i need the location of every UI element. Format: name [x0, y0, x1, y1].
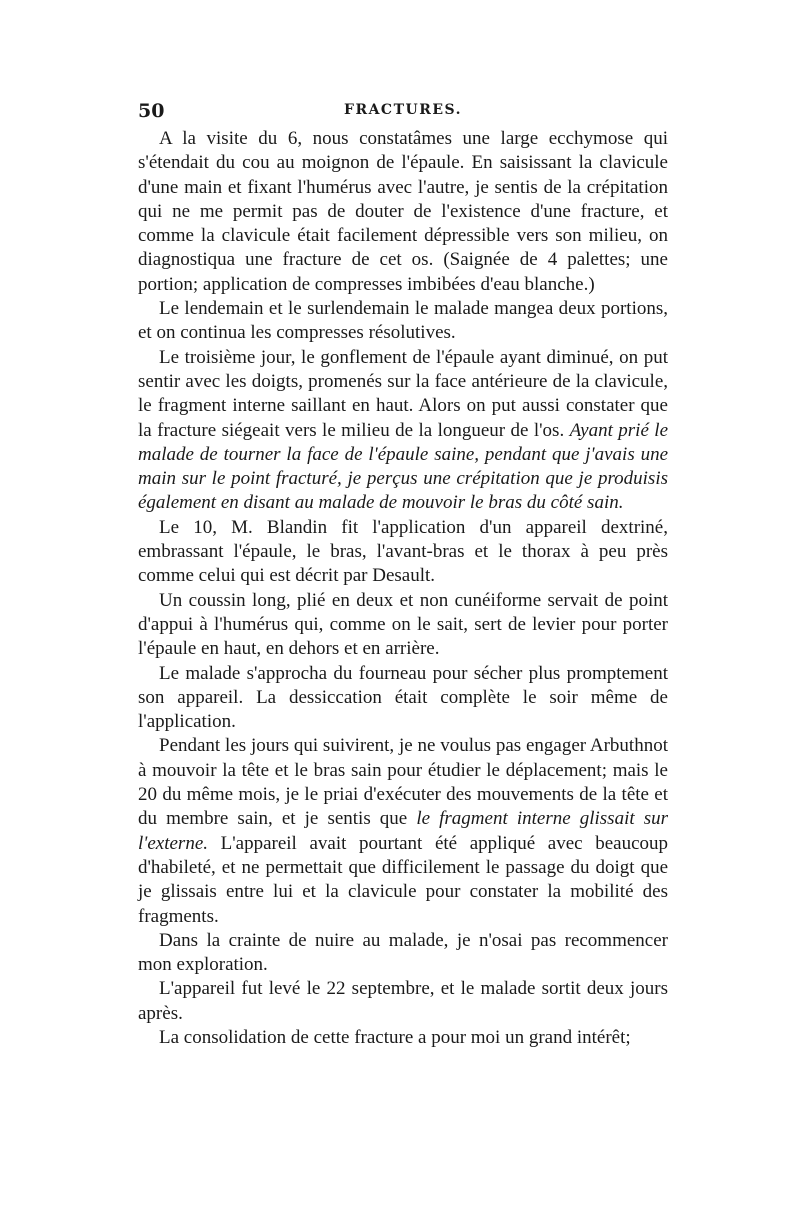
paragraph: Le 10, M. Blandin fit l'application d'un appareil dextriné, embrassant l'épaule, le bras, l'avant-bras et le thorax à peu près comme celui qui est décrit par Desault.: [138, 516, 668, 587]
paragraph: Le malade s'approcha du fourneau pour sécher plus promptement son appareil. La dessiccation était complète le soir même de l'application.: [138, 662, 668, 733]
paragraph-text: Pendant les jours qui suivirent, je ne voulus pas engager Arbuthnot à mouvoir la tête et le bras sain pour étudier le déplacement; mais le 20 du même mois, je le priai d'exécuter des mouvements de la tête et du membre sain, et je sentis que: [138, 735, 668, 830]
italic-passage: Ayant prié le malade de tourner la face de l'épaule saine, pendant que j'avais une main sur le point fracturé, je perçus une crépitation que je produisis également en disant au malade de mouvoir le bras du côté sain.: [138, 419, 668, 514]
paragraph: A la visite du 6, nous constatâmes une large ecchymose qui s'étendait du cou au moignon de l'épaule. En saisissant la clavicule d'une main et fixant l'humérus avec l'autre, je sentis de la crépitation qui ne me permit pas de douter de l'existence d'une fracture, et comme la clavicule était facilement dépressible vers son milieu, on diagnostiqua une fracture de cet os. (Saignée de 4 palettes; une portion; application de compresses imbibées d'eau blanche.): [138, 128, 668, 295]
paragraph: [138, 734, 668, 928]
paragraph: Dans la crainte de nuire au malade, je n'osai pas recommencer mon exploration.: [138, 929, 668, 976]
paragraph: Un coussin long, plié en deux et non cunéiforme servait de point d'appui à l'humérus qui, comme on le sait, sert de levier pour porter l'épaule en haut, en dehors et en arrière.: [138, 589, 668, 660]
paragraph: Le lendemain et le surlendemain le malade mangea deux portions, et on continua les compresses résolutives.: [138, 298, 668, 344]
paragraph: La consolidation de cette fracture a pour moi un grand intérêt;: [159, 1026, 631, 1048]
italic-passage: le fragment interne glissait sur l'externe.: [138, 808, 669, 854]
page-header: [138, 100, 668, 126]
page-number: 50: [138, 100, 165, 122]
paragraph-text: L'appareil avait pourtant été appliqué avec beaucoup d'habileté, et ne permettait que difficilement le passage du doigt que je glissais entre lui et la clavicule pour constater la mobilité des fragments.: [138, 832, 668, 927]
running-title: FRACTURES.: [344, 102, 462, 118]
paragraph-text: Le troisième jour, le gonflement de l'épaule ayant diminué, on put sentir avec les doigts, promenés sur la face antérieure de la clavicule, le fragment interne saillant en haut. Alors on put aussi constater que la fracture siégeait vers le milieu de la longueur de l'os.: [138, 346, 668, 441]
paragraph: [138, 346, 668, 516]
text-body: [138, 127, 668, 1050]
paragraph: L'appareil fut levé le 22 septembre, et le malade sortit deux jours après.: [138, 978, 668, 1024]
